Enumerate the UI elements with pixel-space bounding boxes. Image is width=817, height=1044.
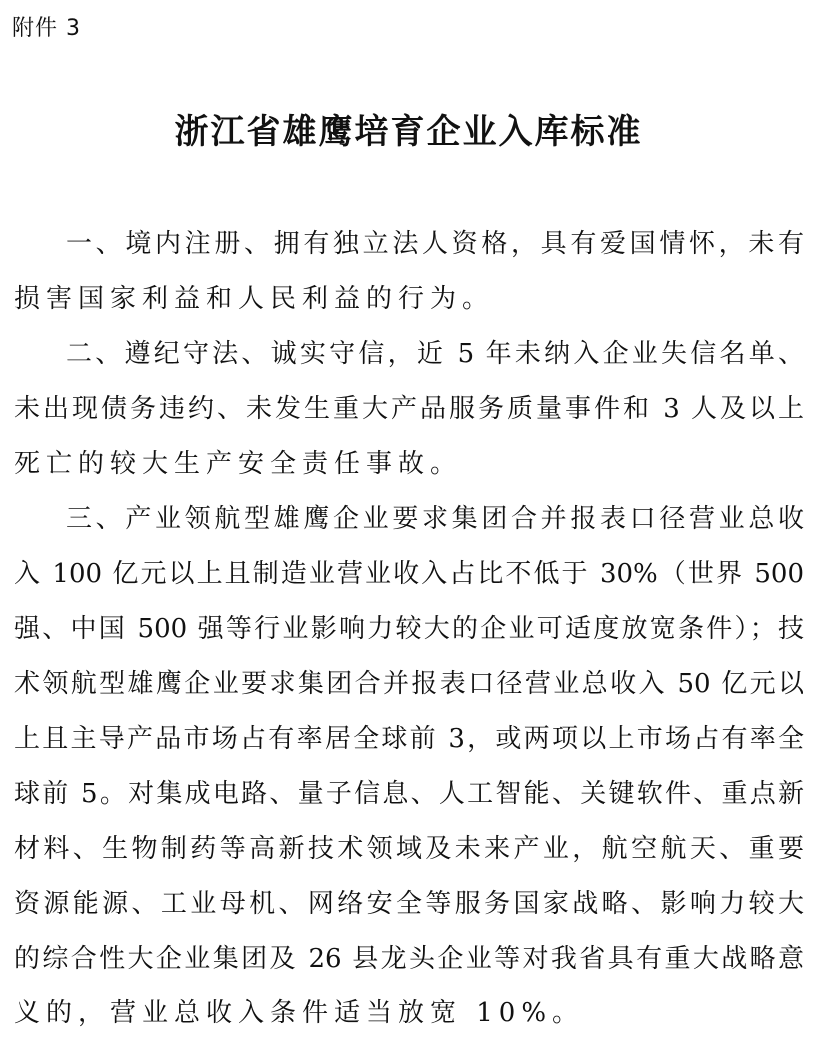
attachment-label: 附件 3 — [12, 16, 81, 41]
paragraph-line: 入 100 亿元以上且制造业营业收入占比不低于 30%（世界 500 — [14, 559, 804, 589]
document-title: 浙江省雄鹰培育企业入库标准 — [174, 112, 643, 152]
paragraph-line: 上且主导产品市场占有率居全球前 3，或两项以上市场占有率全 — [14, 724, 804, 754]
paragraph-line: 损害国家利益和人民利益的行为。 — [14, 284, 495, 314]
paragraph-line: 三、产业领航型雄鹰企业要求集团合并报表口径营业总收 — [66, 504, 804, 534]
paragraph-line: 死亡的较大生产安全责任事故。 — [14, 449, 463, 479]
paragraph-line: 材料、生物制药等高新技术领域及未来产业，航空航天、重要 — [14, 834, 804, 864]
paragraph-line: 球前 5。对集成电路、量子信息、人工智能、关键软件、重点新 — [14, 779, 804, 809]
paragraph-line: 资源能源、工业母机、网络安全等服务国家战略、影响力较大 — [14, 889, 804, 919]
paragraph-line: 二、遵纪守法、诚实守信，近 5 年未纳入企业失信名单、 — [66, 339, 804, 369]
paragraph-line: 术领航型雄鹰企业要求集团合并报表口径营业总收入 50 亿元以 — [14, 669, 804, 699]
paragraph-line: 义的，营业总收入条件适当放宽 10%。 — [14, 998, 585, 1028]
paragraph-line: 的综合性大企业集团及 26 县龙头企业等对我省具有重大战略意 — [14, 944, 804, 974]
paragraph-line: 强、中国 500 强等行业影响力较大的企业可适度放宽条件）；技 — [14, 614, 804, 644]
paragraph-line: 未出现债务违约、未发生重大产品服务质量事件和 3 人及以上 — [14, 394, 804, 424]
paragraph-line: 一、境内注册、拥有独立法人资格，具有爱国情怀，未有 — [66, 229, 804, 259]
